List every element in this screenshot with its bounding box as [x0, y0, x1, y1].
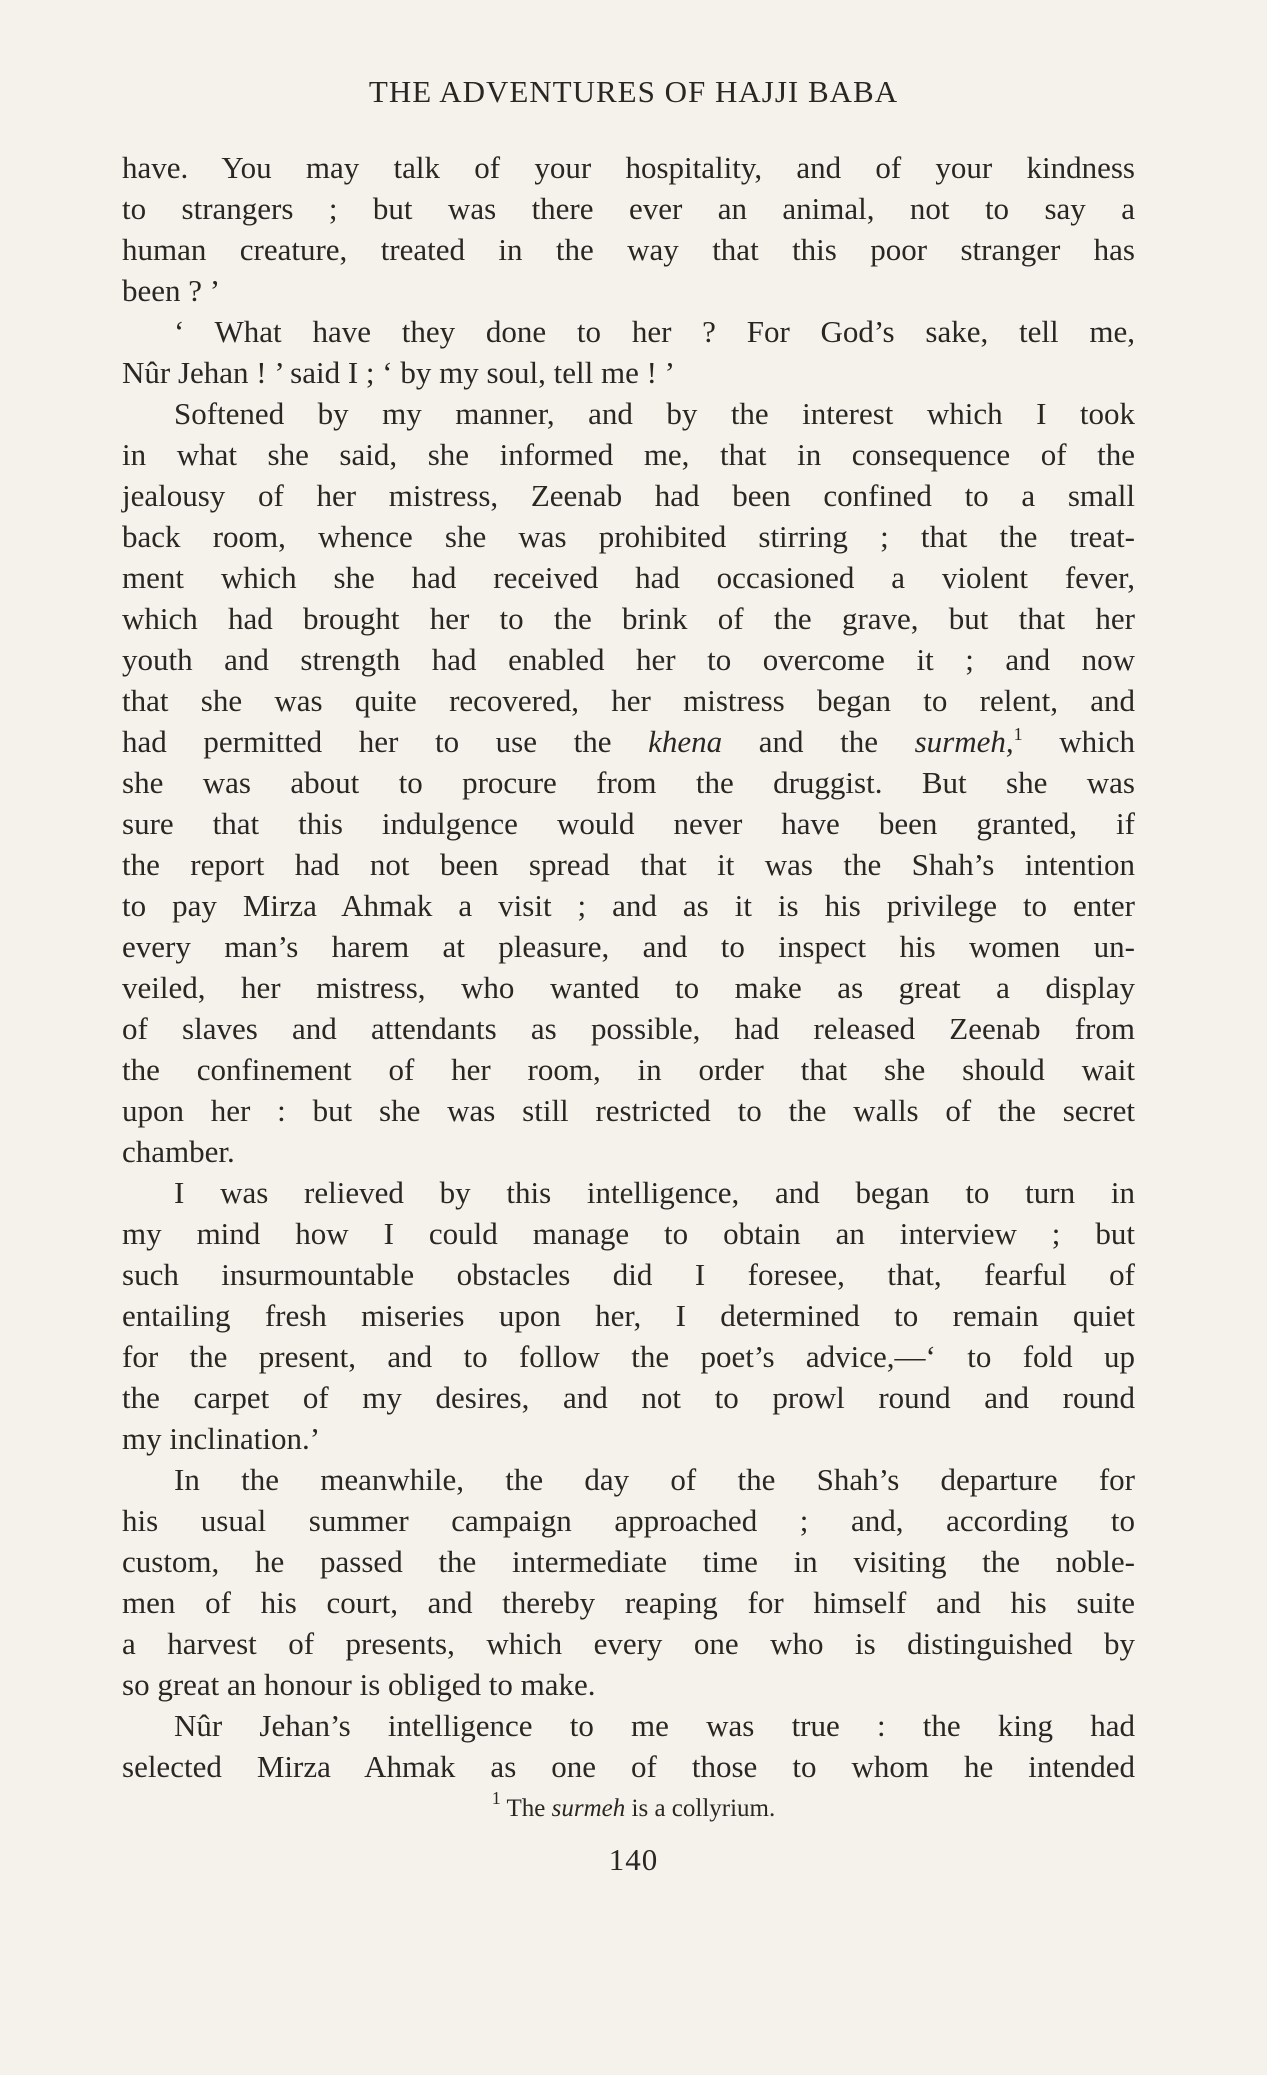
text-line: so great an honour is obliged to make.: [122, 1667, 596, 1702]
text-line: custom, he passed the intermediate time in visiting the noble-: [122, 1544, 1135, 1579]
italic-line-after: which: [1022, 724, 1135, 759]
text-line: selected Mirza Ahmak as one of those to whom he intended: [122, 1749, 1135, 1784]
text-line: have. You may talk of your hospitality, and of your kindness: [122, 150, 1135, 185]
text-line: sure that this indulgence would never have been granted, if: [122, 806, 1135, 841]
text-line: back room, whence she was prohibited stirring ; that the treat-: [122, 519, 1135, 554]
footnote-rest: is a collyrium.: [625, 1795, 776, 1822]
text-line: men of his court, and thereby reaping for himself and his suite: [122, 1585, 1135, 1620]
italic-line-middle: and the: [722, 724, 915, 759]
footnote-reference: 1: [1013, 724, 1023, 744]
text-line: such insurmountable obstacles did I foresee, that, fearful of: [122, 1257, 1135, 1292]
text-line: a harvest of presents, which every one who is distinguished by: [122, 1626, 1135, 1661]
footnote-marker: 1: [491, 1788, 501, 1808]
text-line: been ? ’: [122, 273, 221, 308]
text-line: for the present, and to follow the poet’s advice,—‘ to fold up: [122, 1339, 1135, 1374]
text-line: In the meanwhile, the day of the Shah’s departure for: [174, 1462, 1135, 1497]
text-line: Nûr Jehan ! ’ said I ; ‘ by my soul, tell me ! ’: [122, 355, 675, 390]
text-line: ment which she had received had occasioned a violent fever,: [122, 560, 1135, 595]
footnote-lead: The: [500, 1795, 552, 1822]
paragraph-5: [122, 1459, 1135, 1705]
italic-term-surmeh: surmeh,: [914, 724, 1014, 759]
text-line: his usual summer campaign approached ; and, according to: [122, 1503, 1135, 1538]
text-line: to pay Mirza Ahmak a visit ; and as it is his privilege to enter: [122, 888, 1135, 923]
footnote-term: surmeh: [551, 1795, 626, 1822]
italic-term-khena: khena: [648, 724, 723, 759]
text-line: she was about to procure from the druggist. But she was: [122, 765, 1135, 800]
running-header: THE ADVENTURES OF HAJJI BABA: [368, 74, 899, 109]
text-line: chamber.: [122, 1134, 235, 1169]
text-line: I was relieved by this intelligence, and began to turn in: [174, 1175, 1135, 1210]
paragraph-2: [122, 311, 1135, 393]
text-line: jealousy of her mistress, Zeenab had been confined to a small: [122, 478, 1135, 513]
text-line: to strangers ; but was there ever an animal, not to say a: [122, 191, 1135, 226]
text-line: in what she said, she informed me, that in consequence of the: [122, 437, 1135, 472]
text-line: Nûr Jehan’s intelligence to me was true : the king had: [174, 1708, 1135, 1743]
text-line: the carpet of my desires, and not to prowl round and round: [122, 1380, 1135, 1415]
text-line: entailing fresh miseries upon her, I determined to remain quiet: [122, 1298, 1135, 1333]
text-line-with-italics: [122, 721, 1135, 762]
text-line: of slaves and attendants as possible, had released Zeenab from: [122, 1011, 1135, 1046]
text-line: veiled, her mistress, who wanted to make as great a display: [122, 970, 1135, 1005]
footnote: [0, 1788, 1267, 1823]
text-line: Softened by my manner, and by the interest which I took: [174, 396, 1135, 431]
text-line: the confinement of her room, in order that she should wait: [122, 1052, 1135, 1087]
text-line: my mind how I could manage to obtain an interview ; but: [122, 1216, 1135, 1251]
body-text: [122, 147, 1135, 1787]
text-line: that she was quite recovered, her mistress began to relent, and: [122, 683, 1135, 718]
text-line: every man’s harem at pleasure, and to inspect his women un-: [122, 929, 1135, 964]
page-number: 140: [608, 1842, 659, 1877]
paragraph-1: [122, 147, 1135, 311]
text-line: upon her : but she was still restricted to the walls of the secret: [122, 1093, 1135, 1128]
text-line: human creature, treated in the way that this poor stranger has: [122, 232, 1135, 267]
text-line: which had brought her to the brink of the grave, but that her: [122, 601, 1135, 636]
text-line: the report had not been spread that it was the Shah’s intention: [122, 847, 1135, 882]
text-line: my inclination.’: [122, 1421, 321, 1456]
text-line: youth and strength had enabled her to overcome it ; and now: [122, 642, 1135, 677]
paragraph-4: [122, 1172, 1135, 1459]
italic-line-before: had permitted her to use the: [122, 724, 649, 759]
text-line: ‘ What have they done to her ? For God’s sake, tell me,: [174, 314, 1135, 349]
paragraph-3: [122, 393, 1135, 1172]
paragraph-6: [122, 1705, 1135, 1787]
